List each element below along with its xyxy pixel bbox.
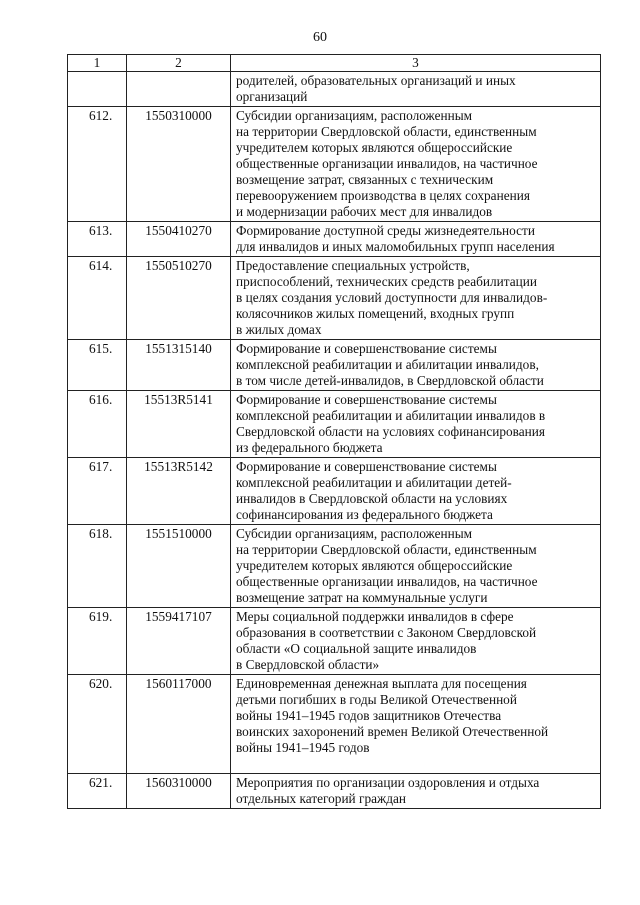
row-number-cell: 620.: [68, 675, 127, 774]
table-row: [68, 222, 601, 257]
description-line: перевооружением производства в целях сохранения: [236, 188, 530, 203]
description-line: в том числе детей-инвалидов, в Свердловской области: [236, 373, 544, 388]
budget-code-cell: 15513R5141: [127, 391, 231, 458]
budget-code-cell: 1550310000: [127, 107, 231, 222]
description-line: Формирование и совершенствование системы: [236, 459, 497, 474]
description-line: из федерального бюджета: [236, 440, 383, 455]
column-header-2: 2: [127, 55, 231, 72]
description-line: на территории Свердловской области, единственным: [236, 542, 537, 557]
description-line: учредителем которых являются общероссийские: [236, 140, 513, 155]
budget-classification-table: [67, 54, 601, 809]
description-line: Субсидии организациям, расположенным: [236, 108, 473, 123]
description-line: учредителем которых являются общероссийские: [236, 558, 513, 573]
table-row: [68, 72, 601, 107]
budget-code-cell: 1550410270: [127, 222, 231, 257]
description-cell: [231, 774, 601, 809]
budget-code-cell: 1559417107: [127, 608, 231, 675]
description-line: войны 1941–1945 годов: [236, 740, 370, 755]
description-cell: [231, 222, 601, 257]
row-number-cell: 619.: [68, 608, 127, 675]
description-line: Свердловской области на условиях софинансирования: [236, 424, 545, 439]
description-cell: [231, 675, 601, 774]
description-cell: [231, 257, 601, 340]
description-cell: [231, 525, 601, 608]
column-header-1: 1: [68, 55, 127, 72]
description-line: инвалидов в Свердловской области на условиях: [236, 491, 508, 506]
budget-code-cell: 1551315140: [127, 340, 231, 391]
description-line: Мероприятия по организации оздоровления и отдыха: [236, 775, 540, 790]
description-line: общественные организации инвалидов, на частичное: [236, 156, 538, 171]
description-cell: [231, 391, 601, 458]
description-line: софинансирования из федерального бюджета: [236, 507, 493, 522]
description-line: детьми погибших в годы Великой Отечественной: [236, 692, 517, 707]
description-line: Меры социальной поддержки инвалидов в сфере: [236, 609, 514, 624]
table-header-row: [68, 55, 601, 72]
description-line: организаций: [236, 89, 308, 104]
description-line: общественные организации инвалидов, на частичное: [236, 574, 538, 589]
table-row: [68, 257, 601, 340]
description-line: приспособлений, технических средств реабилитации: [236, 274, 538, 289]
description-line: образования в соответствии с Законом Свердловской: [236, 625, 537, 640]
row-number-cell: 616.: [68, 391, 127, 458]
budget-code-cell: 1551510000: [127, 525, 231, 608]
description-cell: [231, 340, 601, 391]
description-line: и модернизации рабочих мест для инвалидов: [236, 204, 493, 219]
row-number-cell: 618.: [68, 525, 127, 608]
description-line: в целях создания условий доступности для инвалидов-: [236, 290, 548, 305]
description-line: на территории Свердловской области, единственным: [236, 124, 537, 139]
column-header-3: 3: [231, 55, 601, 72]
description-line: Единовременная денежная выплата для посещения: [236, 676, 527, 691]
description-line: Формирование и совершенствование системы: [236, 392, 497, 407]
description-line: Субсидии организациям, расположенным: [236, 526, 473, 541]
description-line: для инвалидов и иных маломобильных групп населения: [236, 239, 555, 254]
description-line: комплексной реабилитации и абилитации инвалидов,: [236, 357, 539, 372]
description-cell: [231, 72, 601, 107]
description-line: возмещение затрат на коммунальные услуги: [236, 590, 488, 605]
budget-code-cell: 1560117000: [127, 675, 231, 774]
description-line: войны 1941–1945 годов защитников Отечества: [236, 708, 502, 723]
page-number: 60: [313, 30, 327, 45]
description-cell: [231, 107, 601, 222]
description-line: Формирование и совершенствование системы: [236, 341, 497, 356]
table-body: [68, 72, 601, 809]
row-number-cell: 615.: [68, 340, 127, 391]
row-number-cell: 612.: [68, 107, 127, 222]
description-cell: [231, 458, 601, 525]
budget-code-cell: 1560310000: [127, 774, 231, 809]
description-line: комплексной реабилитации и абилитации инвалидов в: [236, 408, 546, 423]
row-number-cell: 617.: [68, 458, 127, 525]
row-number-cell: 613.: [68, 222, 127, 257]
row-number-cell: [68, 72, 127, 107]
budget-code-cell: 1550510270: [127, 257, 231, 340]
table-row: [68, 391, 601, 458]
description-line: в Свердловской области»: [236, 657, 380, 672]
description-line: воинских захоронений времен Великой Отечественной: [236, 724, 549, 739]
description-line: комплексной реабилитации и абилитации детей-: [236, 475, 512, 490]
table-row: [68, 525, 601, 608]
table-row: [68, 340, 601, 391]
description-line: колясочников жилых помещений, входных групп: [236, 306, 515, 321]
description-line: Формирование доступной среды жизнедеятельности: [236, 223, 535, 238]
description-line: Предоставление специальных устройств,: [236, 258, 470, 273]
row-number-cell: 614.: [68, 257, 127, 340]
table-row: [68, 107, 601, 222]
description-line: отдельных категорий граждан: [236, 791, 406, 806]
table-row: [68, 608, 601, 675]
description-line: родителей, образовательных организаций и иных: [236, 73, 516, 88]
table-row: [68, 675, 601, 774]
table-row: [68, 458, 601, 525]
description-line: возмещение затрат, связанных с техническим: [236, 172, 494, 187]
description-cell: [231, 608, 601, 675]
description-line: области «О социальной защите инвалидов: [236, 641, 477, 656]
description-line: в жилых домах: [236, 322, 322, 337]
table-row: [68, 774, 601, 809]
budget-code-cell: [127, 72, 231, 107]
budget-code-cell: 15513R5142: [127, 458, 231, 525]
row-number-cell: 621.: [68, 774, 127, 809]
